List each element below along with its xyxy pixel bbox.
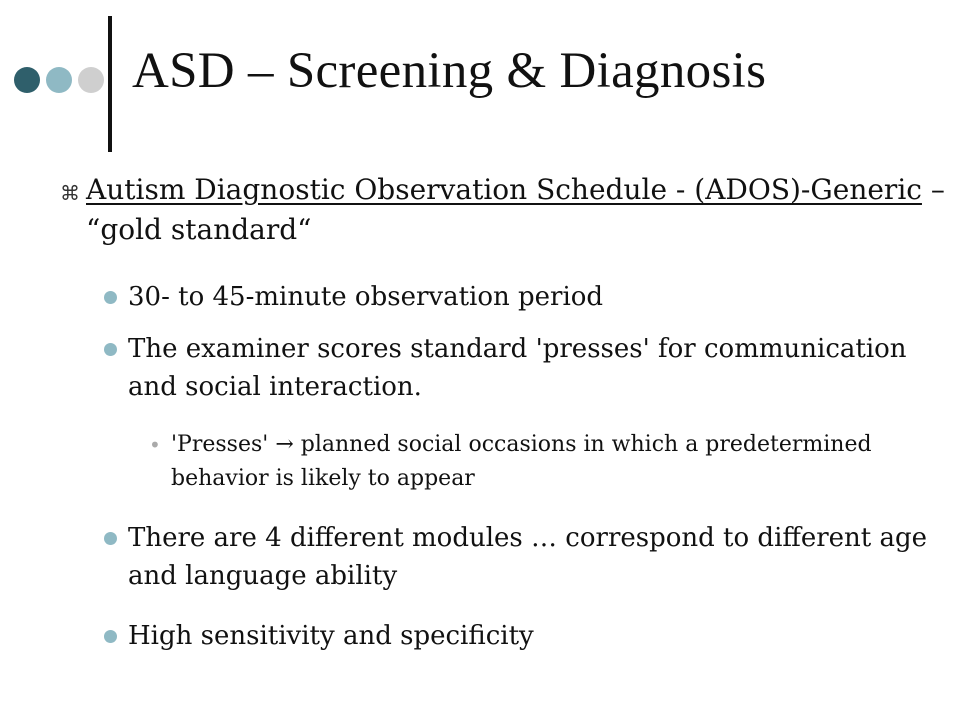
ados-link-text[interactable]: Autism Diagnostic Observation Schedule - (ADOS)-Generic <box>86 173 922 206</box>
bullet-text: There are 4 different modules … correspond to different age and language ability <box>128 523 928 591</box>
bullet-dot-icon <box>104 532 117 545</box>
decor-dot-dark <box>14 67 40 93</box>
command-symbol-icon: ⌘ <box>60 181 80 205</box>
title-divider-line <box>108 16 112 152</box>
small-dot-icon: • <box>149 433 161 457</box>
decor-dot-gray <box>78 67 104 93</box>
bullet-observation-period <box>128 278 928 316</box>
sub-bullet-text: 'Presses' → planned social occasions in which a predetermined behavior is likely to appear <box>171 432 872 491</box>
bullet-text: High sensitivity and specificity <box>128 621 534 651</box>
bullet-text: The examiner scores standard 'presses' for communication and social interaction. <box>128 334 907 402</box>
bullet-sensitivity <box>128 617 928 655</box>
bullet-dot-icon <box>104 291 117 304</box>
lead-bullet <box>60 170 946 250</box>
bullet-dot-icon <box>104 630 117 643</box>
bullet-dot-icon <box>104 343 117 356</box>
lead-rest-text: – “gold standard“ <box>86 173 945 246</box>
decor-dot-light <box>46 67 72 93</box>
bullet-examiner-scores <box>128 330 928 406</box>
bullet-text: 30- to 45-minute observation period <box>128 282 604 312</box>
bullet-modules <box>128 519 928 595</box>
sub-bullet-presses <box>149 428 931 496</box>
slide-title: ASD – Screening & Diagnosis <box>132 43 767 99</box>
